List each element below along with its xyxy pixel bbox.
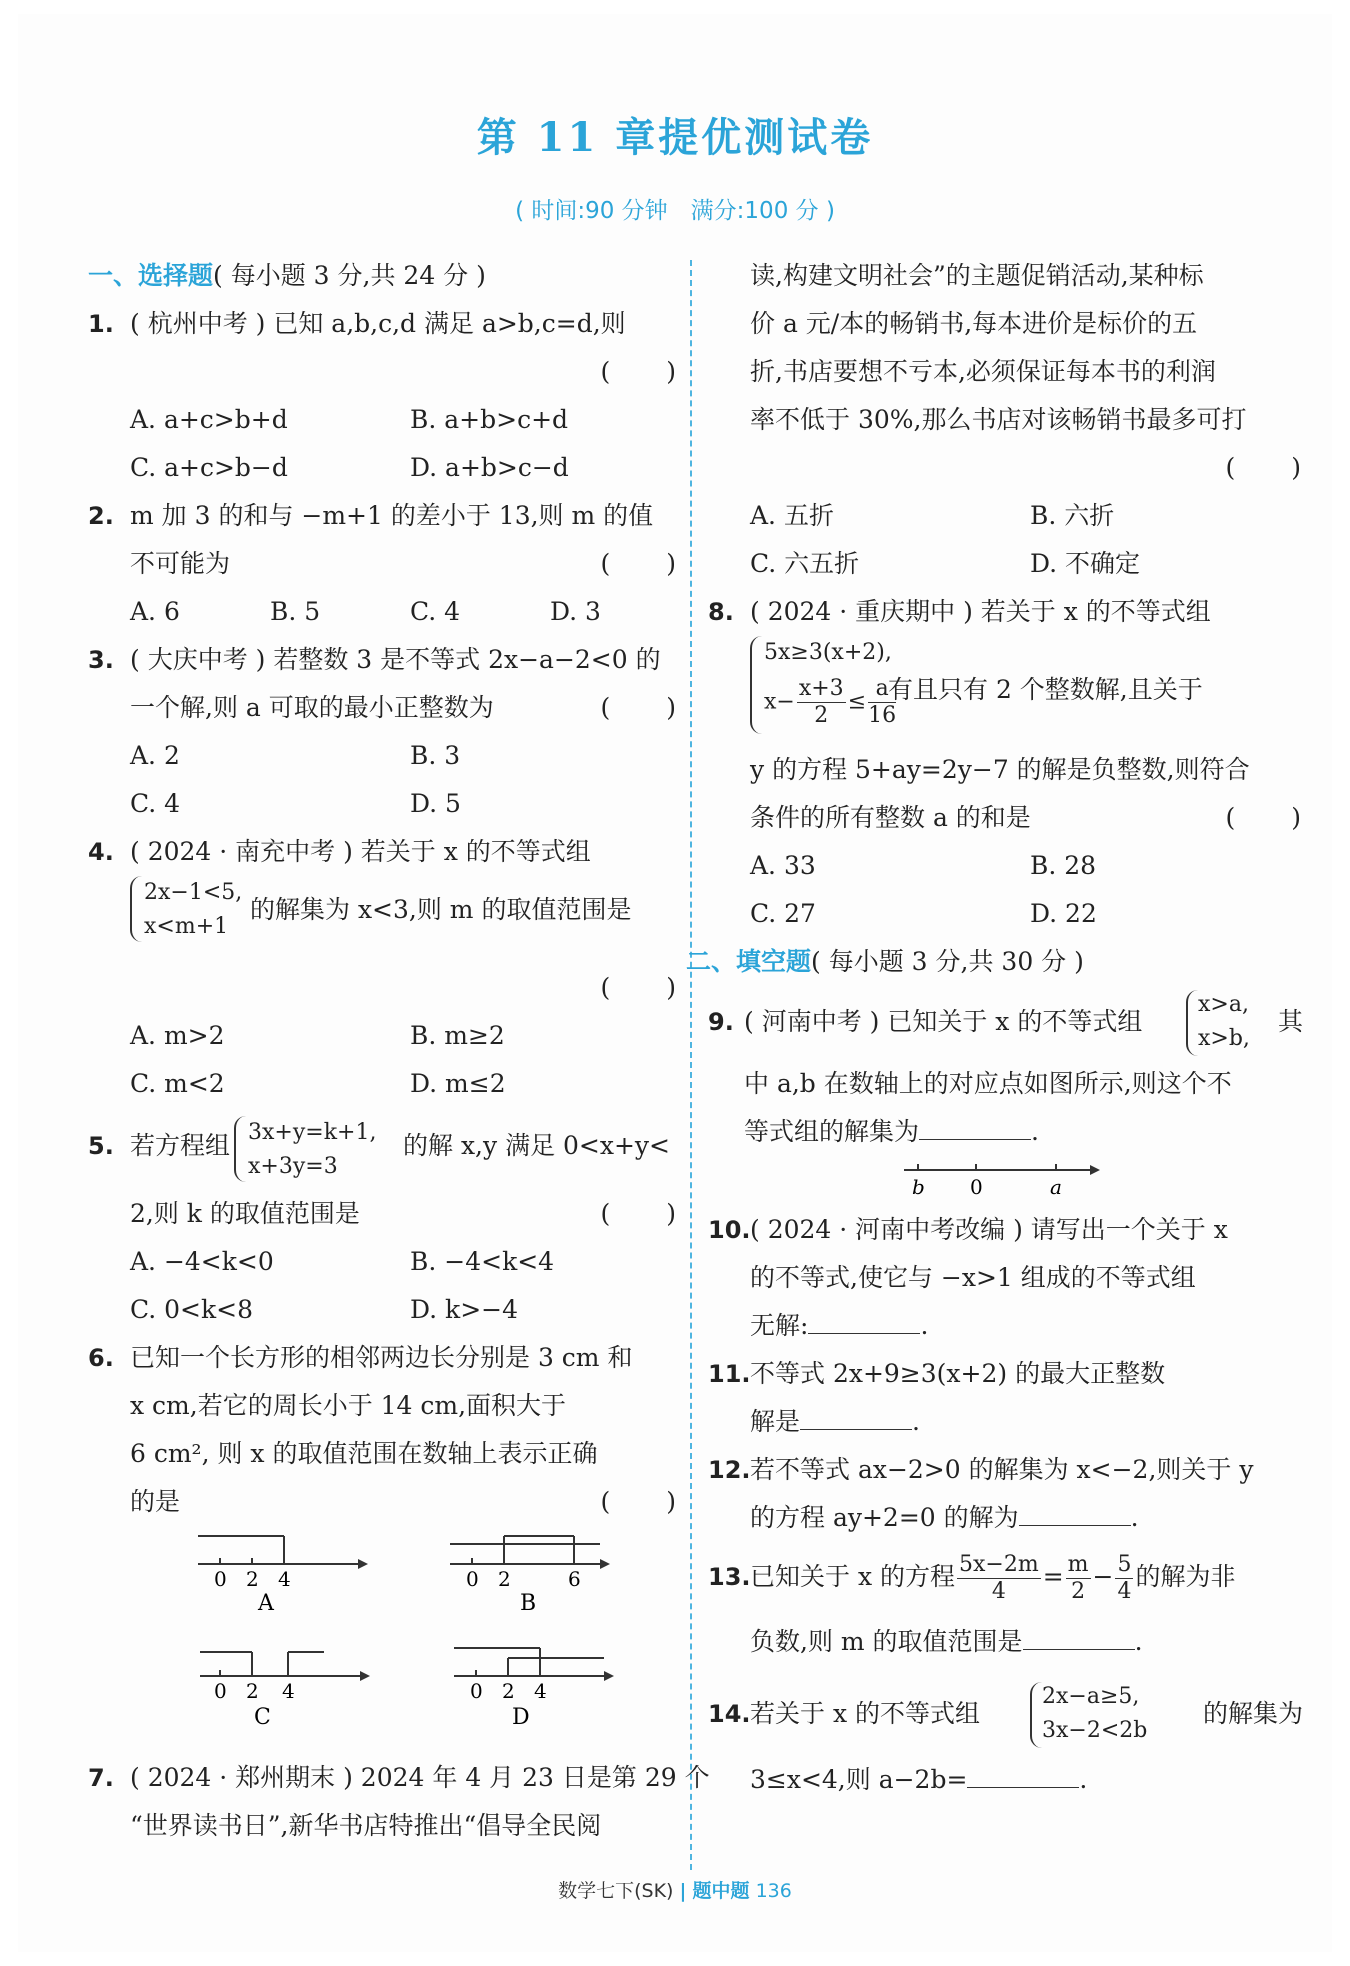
q6b-tick-2: 2 (498, 1567, 511, 1591)
q6-label-c: C (254, 1705, 271, 1730)
q7-stem-3 (708, 252, 1303, 300)
page (18, 14, 1332, 1952)
q11-stem (708, 1350, 1303, 1398)
q2-number: 2. (88, 502, 114, 530)
q8-stem-4 (708, 794, 1303, 842)
q8-stem-3 (708, 746, 1303, 794)
footer-page-number: 136 (755, 1880, 792, 1902)
q3-option-c: C. 4 (130, 789, 181, 818)
q3-option-b: B. 3 (410, 741, 461, 770)
q8-stem (708, 588, 1303, 636)
q7-option-d: D. 不确定 (1030, 549, 1141, 578)
q7-text-3: 读,构建文明社会”的主题促销活动,某种标 (750, 261, 1204, 290)
q9-stem-2 (708, 1060, 1303, 1108)
q4-options-cd (88, 1060, 678, 1108)
q10-text-3: 无解: (750, 1311, 809, 1340)
q7-options-ab (708, 492, 1303, 540)
footer-separator: | (679, 1880, 687, 1902)
q12-answer-blank[interactable] (1019, 1525, 1131, 1526)
page-subtitle: ( 时间:90 分钟 满分:100 分 ) (515, 198, 835, 224)
q8-option-c: C. 27 (750, 899, 816, 928)
q6-text-2: x cm,若它的周长小于 14 cm,面积大于 (130, 1391, 567, 1420)
q13-minus: − (1092, 1562, 1114, 1591)
q6-stem-3 (88, 1430, 678, 1478)
q7-option-b: B. 六折 (1030, 501, 1115, 530)
q5-text-pre: 若方程组 (130, 1131, 231, 1160)
q9-answer-blank[interactable] (919, 1139, 1031, 1140)
q13-stem (708, 1542, 1303, 1612)
q2-options (88, 588, 678, 636)
column-divider (690, 260, 692, 1870)
q5-brace (234, 1116, 246, 1182)
q10-text-2: 的不等式,使它与 −x>1 组成的不等式组 (750, 1263, 1196, 1292)
q13-stem-2 (708, 1618, 1303, 1666)
q10-stem-3 (708, 1302, 1303, 1350)
q1-options-ab (88, 396, 678, 444)
q3-option-d: D. 5 (410, 789, 461, 818)
q1-option-c: C. a+c>b−d (130, 453, 288, 482)
q6c-tick-4: 4 (282, 1679, 295, 1703)
footer-subject: 数学七下(SK) (558, 1880, 674, 1902)
q8-system-block (708, 636, 1303, 746)
q5-option-a: A. −4<k<0 (130, 1247, 274, 1276)
section2-note: ( 每小题 3 分,共 30 分 ) (811, 947, 1084, 976)
q3-options-ab (88, 732, 678, 780)
q14-system-row1: 2x−a≥5, (1042, 1684, 1140, 1709)
q13-frac3-num: 5 (1117, 1552, 1132, 1577)
q5-text-2: 2,则 k 的取值范围是 (130, 1199, 360, 1228)
q13-equals: = (1042, 1562, 1064, 1591)
q1-stem (88, 300, 678, 348)
q9-system-row1: x>a, (1198, 992, 1249, 1017)
q7-text-6: 率不低于 30%,那么书店对该畅销书最多可打 (750, 405, 1247, 434)
q9-system-row2: x>b, (1198, 1026, 1250, 1051)
q10-period: . (920, 1311, 929, 1340)
q4-brace (130, 876, 142, 942)
q8-text-3: y 的方程 5+ay=2y−7 的解是负整数,则符合 (750, 755, 1250, 784)
q14-stem-2 (708, 1756, 1303, 1804)
q1-answer-paren: ( ) (600, 357, 678, 386)
q6-figure-c (200, 1652, 370, 1730)
section1-header (88, 252, 678, 300)
q11-answer-blank[interactable] (800, 1429, 912, 1430)
q4-option-c: C. m<2 (130, 1069, 225, 1098)
q9-brace (1186, 990, 1198, 1056)
q12-stem (708, 1446, 1303, 1494)
q4-text-1: ( 2024 · 南充中考 ) 若关于 x 的不等式组 (130, 837, 591, 866)
q4-system-row1: 2x−1<5, (144, 880, 243, 905)
q5-text-tail: 的解 x,y 满足 0<x+y< (403, 1131, 670, 1160)
q10-text-1: ( 2024 · 河南中考改编 ) 请写出一个关于 x (750, 1215, 1228, 1244)
q14-answer-blank[interactable] (967, 1787, 1079, 1788)
q3-stem (88, 636, 678, 684)
q4-option-a: A. m>2 (130, 1021, 225, 1050)
q7-answer-paren: ( ) (1225, 453, 1303, 482)
q6a-tick-2: 2 (246, 1567, 259, 1591)
q1-option-b: B. a+b>c+d (410, 405, 569, 434)
q2-stem (88, 492, 678, 540)
q9-figure (708, 1156, 1303, 1206)
q8-option-a: A. 33 (750, 851, 816, 880)
q9-text-3: 等式组的解集为 (744, 1117, 920, 1146)
q5-system-row2: x+3y=3 (248, 1154, 338, 1179)
q10-answer-blank[interactable] (808, 1333, 920, 1334)
q5-option-b: B. −4<k<4 (410, 1247, 555, 1276)
q10-stem-2 (708, 1254, 1303, 1302)
q3-text-1: ( 大庆中考 ) 若整数 3 是不等式 2x−a−2<0 的 (130, 645, 661, 674)
q5-options-ab (88, 1238, 678, 1286)
q1-options-cd (88, 444, 678, 492)
q5-options-cd (88, 1286, 678, 1334)
q7-stem-4 (708, 300, 1303, 348)
q9-period: . (1031, 1117, 1039, 1146)
section2-title: 二、填空题 (686, 947, 812, 976)
left-column (88, 252, 710, 1850)
q14-number: 14. (708, 1700, 751, 1728)
q3-answer-paren: ( ) (600, 693, 678, 722)
q13-frac3-den: 4 (1117, 1579, 1132, 1604)
q8-text-4: 条件的所有整数 a 的和是 (750, 803, 1031, 832)
q5-stem (88, 1108, 678, 1190)
q2-option-a: A. 6 (130, 597, 180, 626)
q7-text-1: ( 2024 · 郑州期末 ) 2024 年 4 月 23 日是第 29 个 (130, 1763, 710, 1792)
q6-text-1: 已知一个长方形的相邻两边长分别是 3 cm 和 (130, 1343, 633, 1372)
q5-option-d: D. k>−4 (410, 1295, 518, 1324)
q14-system-row2: 3x−2<2b (1042, 1718, 1148, 1743)
q10-stem (708, 1206, 1303, 1254)
q13-answer-blank[interactable] (1023, 1649, 1135, 1650)
q8-option-b: B. 28 (1030, 851, 1097, 880)
q14-stem (708, 1674, 1303, 1756)
q12-text-1: 若不等式 ax−2>0 的解集为 x<−2,则关于 y (750, 1455, 1254, 1484)
q1-number: 1. (88, 310, 114, 338)
q4-options-ab (88, 1012, 678, 1060)
q2-text-2: 不可能为 (130, 549, 231, 578)
q7-stem (88, 1754, 710, 1802)
q4-option-b: B. m≥2 (410, 1021, 505, 1050)
right-column (686, 252, 1303, 1804)
q14-brace (1030, 1682, 1042, 1748)
q6b-tick-0: 0 (466, 1567, 479, 1591)
section1-note: ( 每小题 3 分,共 24 分 ) (213, 261, 486, 290)
q13-frac1-num: 5x−2m (959, 1552, 1039, 1577)
section1-title: 一、选择题 (88, 261, 214, 290)
q11-stem-2 (708, 1398, 1303, 1446)
q12-text-2: 的方程 ay+2=0 的解为 (750, 1503, 1019, 1532)
q1-answer-line (88, 348, 678, 396)
q6d-tick-2: 2 (502, 1679, 515, 1703)
q3-number: 3. (88, 646, 114, 674)
q7-stem-5 (708, 348, 1303, 396)
q9-stem-3 (708, 1108, 1303, 1156)
q7-answer-line (708, 444, 1303, 492)
q8-number: 8. (708, 598, 734, 626)
q4-system-block (88, 876, 678, 952)
q12-number: 12. (708, 1456, 751, 1484)
q6-text-4: 的是 (130, 1487, 181, 1516)
q8-system-row1: 5x≥3(x+2), (764, 640, 892, 665)
q13-number: 13. (708, 1563, 751, 1591)
q9-text-2: 中 a,b 在数轴上的对应点如图所示,则这个不 (744, 1069, 1232, 1098)
q8-frac1-num: x+3 (798, 676, 844, 701)
q6-answer-paren: ( ) (600, 1487, 678, 1516)
q13-fraction-2 (1066, 1552, 1091, 1605)
q7-number: 7. (88, 1764, 114, 1792)
q9-stem (708, 986, 1303, 1060)
q11-text-1: 不等式 2x+9≥3(x+2) 的最大正整数 (750, 1359, 1166, 1388)
q4-option-d: D. m≤2 (410, 1069, 506, 1098)
q7-stem-6 (708, 396, 1303, 444)
q7-text-2: “世界读书日”,新华书店特推出“倡导全民阅 (130, 1811, 602, 1840)
q7-stem-2 (88, 1802, 678, 1850)
q7-option-c: C. 六五折 (750, 549, 860, 578)
q13-period: . (1134, 1627, 1143, 1656)
q7-options-cd (708, 540, 1303, 588)
q4-system-row2: x<m+1 (144, 914, 229, 939)
q4-stem (88, 828, 678, 876)
q6-label-d: D (512, 1705, 530, 1730)
q3-text-2: 一个解,则 a 可取的最小正整数为 (130, 693, 494, 722)
q6-text-3: 6 cm², 则 x 的取值范围在数轴上表示正确 (130, 1439, 598, 1468)
q9-number: 9. (708, 1008, 734, 1036)
q4-text-tail: 的解集为 x<3,则 m 的取值范围是 (250, 895, 632, 924)
q6-figures (88, 1526, 678, 1754)
q4-answer-line (88, 952, 678, 1012)
q14-text-2: 3≤x<4,则 a−2b= (750, 1765, 968, 1794)
q6b-tick-6: 6 (568, 1567, 581, 1591)
q6-label-a: A (258, 1591, 274, 1616)
q8-row2-le: ≤ (847, 689, 867, 715)
q3-options-cd (88, 780, 678, 828)
footer-series: 题中题 (692, 1880, 750, 1902)
q8-fraction-1 (797, 676, 846, 729)
q8-text-tail: 有且只有 2 个整数解,且关于 (888, 675, 1203, 704)
q8-system-row2 (764, 676, 898, 729)
q2-option-d: D. 3 (550, 597, 601, 626)
q12-period: . (1130, 1503, 1139, 1532)
q8-options-ab (708, 842, 1303, 890)
q13-text-pre: 已知关于 x 的方程 (750, 1562, 955, 1591)
q8-frac2-num: a (868, 676, 896, 703)
q4-number: 4. (88, 838, 114, 866)
q13-frac2-den: 2 (1071, 1579, 1086, 1604)
q1-option-d: D. a+b>c−d (410, 453, 569, 482)
q12-stem-2 (708, 1494, 1303, 1542)
q7-text-5: 折,书店要想不亏本,必须保证每本书的利润 (750, 357, 1216, 386)
q6-stem-4 (88, 1478, 678, 1526)
q10-number: 10. (708, 1216, 751, 1244)
q4-answer-paren: ( ) (600, 973, 678, 1002)
q9-label-a: a (1050, 1175, 1062, 1199)
q14-period: . (1079, 1765, 1088, 1794)
q6c-tick-0: 0 (214, 1679, 227, 1703)
q8-option-d: D. 22 (1030, 899, 1097, 928)
q8-frac2-den: 16 (868, 703, 897, 728)
q8-row2-pre: x− (764, 689, 795, 715)
q13-frac1-den: 4 (991, 1579, 1006, 1604)
q11-period: . (912, 1407, 920, 1436)
q13-frac2-num: m (1067, 1552, 1089, 1577)
q1-option-a: A. a+c>b+d (130, 405, 288, 434)
q6-label-b: B (520, 1591, 537, 1616)
q3-stem-2 (88, 684, 678, 732)
q6-number: 6. (88, 1344, 114, 1372)
q5-answer-paren: ( ) (600, 1199, 678, 1228)
q13-text-post: 的解为非 (1135, 1562, 1236, 1591)
section2-header (686, 938, 1303, 986)
q8-answer-paren: ( ) (1225, 803, 1303, 832)
q14-text-post: 的解集为 (1202, 1699, 1303, 1728)
q7-text-4: 价 a 元/本的畅销书,每本进价是标价的五 (750, 309, 1198, 338)
q6-figure-b (450, 1536, 610, 1616)
q5-number: 5. (88, 1132, 114, 1160)
q8-options-cd (708, 890, 1303, 938)
q2-text-1: m 加 3 的和与 −m+1 的差小于 13,则 m 的值 (130, 501, 654, 530)
q11-text-2: 解是 (750, 1407, 801, 1436)
q6d-tick-4: 4 (534, 1679, 547, 1703)
q9-text-post: 其 (1277, 1007, 1303, 1036)
q2-answer-paren: ( ) (600, 549, 678, 578)
q5-stem-2 (88, 1190, 678, 1238)
q13-text-2: 负数,则 m 的取值范围是 (750, 1627, 1023, 1656)
q13-fraction-3 (1115, 1552, 1133, 1605)
q6c-tick-2: 2 (246, 1679, 259, 1703)
q6-number-lines (88, 1526, 678, 1754)
q6-stem-2 (88, 1382, 678, 1430)
q9-label-b: b (912, 1175, 925, 1199)
q6a-tick-0: 0 (214, 1567, 227, 1591)
q9-number-line (708, 1156, 1303, 1206)
page-title: 第 11 章提优测试卷 (476, 114, 874, 161)
q13-fraction-1 (957, 1552, 1041, 1605)
q11-number: 11. (708, 1360, 751, 1388)
q3-option-a: A. 2 (130, 741, 180, 770)
q5-system-row1: 3x+y=k+1, (248, 1120, 377, 1145)
q9-label-zero: 0 (970, 1175, 983, 1199)
q2-stem-2 (88, 540, 678, 588)
q8-brace (750, 636, 762, 734)
q6-figure-a (198, 1536, 368, 1616)
q6-stem (88, 1334, 678, 1382)
q6-figure-d (454, 1648, 614, 1730)
q2-option-b: B. 5 (270, 597, 321, 626)
q8-text-1: ( 2024 · 重庆期中 ) 若关于 x 的不等式组 (750, 597, 1211, 626)
page-footer (18, 1876, 1332, 1903)
q6a-tick-4: 4 (278, 1567, 291, 1591)
q8-frac1-den: 2 (814, 703, 829, 728)
q6d-tick-0: 0 (470, 1679, 483, 1703)
q9-text-pre: ( 河南中考 ) 已知关于 x 的不等式组 (744, 1007, 1143, 1036)
q1-text: ( 杭州中考 ) 已知 a,b,c,d 满足 a>b,c=d,则 (130, 309, 626, 338)
q2-option-c: C. 4 (410, 597, 461, 626)
q5-option-c: C. 0<k<8 (130, 1295, 253, 1324)
q7-option-a: A. 五折 (750, 501, 834, 530)
q14-text-pre: 若关于 x 的不等式组 (750, 1699, 980, 1728)
